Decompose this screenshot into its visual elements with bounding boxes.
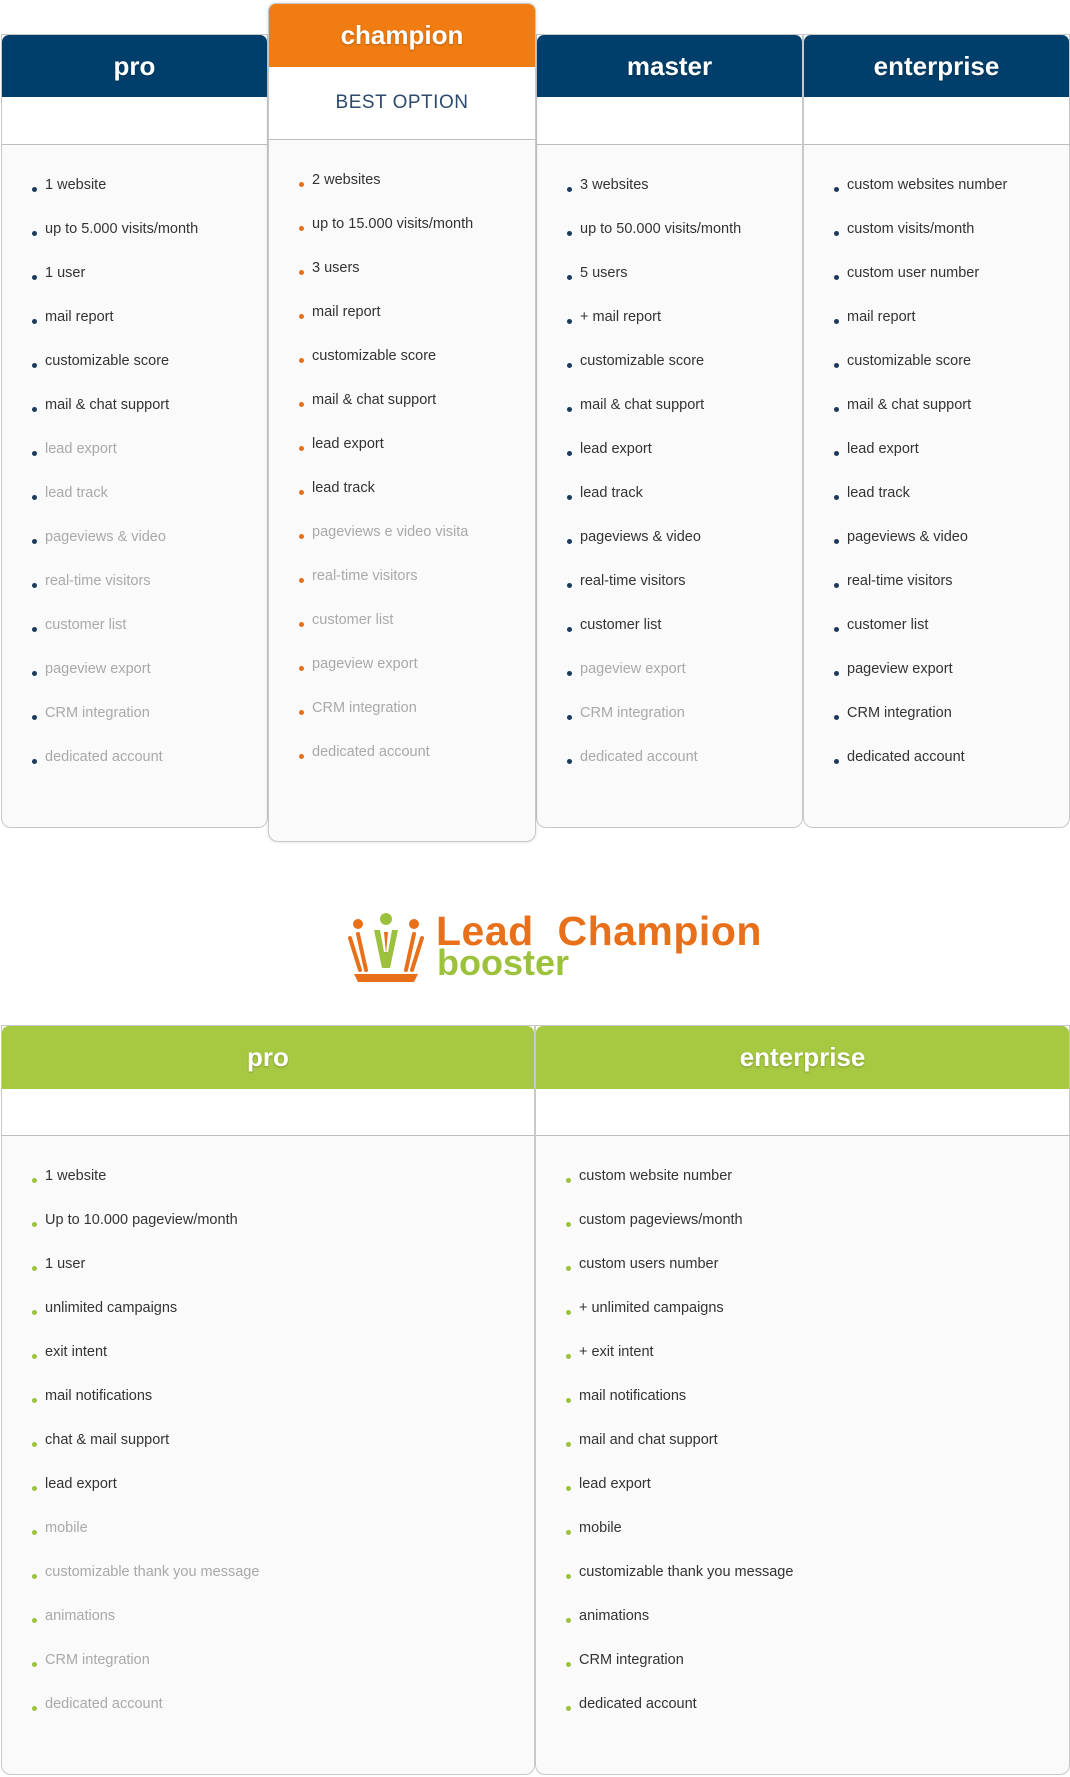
feature-item-disabled: customer list <box>2 603 267 647</box>
feature-item-disabled: pageviews & video <box>2 515 267 559</box>
feature-item: chat & mail support <box>2 1418 534 1462</box>
feature-item: real-time visitors <box>804 559 1069 603</box>
feature-item: lead export <box>537 427 802 471</box>
plan-price-area <box>2 97 267 145</box>
feature-list <box>804 145 1069 779</box>
plan-price-area <box>2 1089 534 1136</box>
feature-item-disabled: CRM integration <box>537 691 802 735</box>
feature-item: lead export <box>2 1462 534 1506</box>
feature-item: animations <box>536 1594 1069 1638</box>
feature-item: CRM integration <box>804 691 1069 735</box>
feature-list <box>269 140 535 774</box>
feature-item: custom website number <box>536 1154 1069 1198</box>
feature-item: custom user number <box>804 251 1069 295</box>
feature-item: 1 website <box>2 163 267 207</box>
feature-item: customizable score <box>269 334 535 378</box>
feature-item: mail and chat support <box>536 1418 1069 1462</box>
crown-logo-icon <box>344 912 428 986</box>
feature-item-disabled: mobile <box>2 1506 534 1550</box>
feature-item: real-time visitors <box>537 559 802 603</box>
feature-item: 1 user <box>2 1242 534 1286</box>
feature-item: 3 websites <box>537 163 802 207</box>
lead-champion-booster-logo <box>344 908 762 983</box>
feature-item: lead track <box>537 471 802 515</box>
booster-plan-card-enterprise <box>535 1025 1070 1775</box>
plan-card-champion <box>268 3 536 842</box>
plan-price-area <box>536 1089 1069 1136</box>
plan-title: pro <box>2 1026 534 1089</box>
feature-item: mail notifications <box>2 1374 534 1418</box>
feature-item: 5 users <box>537 251 802 295</box>
feature-item-disabled: CRM integration <box>2 1638 534 1682</box>
feature-item-disabled: real-time visitors <box>2 559 267 603</box>
feature-list <box>2 1136 534 1726</box>
feature-item-disabled: dedicated account <box>2 735 267 779</box>
feature-item: 3 users <box>269 246 535 290</box>
feature-item: mail report <box>804 295 1069 339</box>
plan-title: pro <box>2 35 267 97</box>
feature-item-disabled: lead export <box>2 427 267 471</box>
feature-item: mail & chat support <box>2 383 267 427</box>
plan-title: enterprise <box>804 35 1069 97</box>
feature-item: up to 15.000 visits/month <box>269 202 535 246</box>
plan-price-area <box>537 97 802 145</box>
feature-item: unlimited campaigns <box>2 1286 534 1330</box>
booster-plan-card-pro <box>1 1025 535 1775</box>
feature-item: mail & chat support <box>804 383 1069 427</box>
feature-item: CRM integration <box>536 1638 1069 1682</box>
plan-title: enterprise <box>536 1026 1069 1089</box>
logo-subtitle: booster <box>437 942 570 983</box>
logo-title: Lead Champion <box>436 908 762 954</box>
feature-list <box>537 145 802 779</box>
feature-item: up to 5.000 visits/month <box>2 207 267 251</box>
feature-item: + mail report <box>537 295 802 339</box>
feature-item-disabled: animations <box>2 1594 534 1638</box>
feature-item-disabled: CRM integration <box>269 686 535 730</box>
feature-item-disabled: lead track <box>2 471 267 515</box>
feature-item-disabled: pageview export <box>2 647 267 691</box>
plan-title: champion <box>269 4 535 67</box>
feature-item: + unlimited campaigns <box>536 1286 1069 1330</box>
feature-item: 2 websites <box>269 158 535 202</box>
plan-card-enterprise <box>803 34 1070 828</box>
feature-item: lead export <box>804 427 1069 471</box>
feature-item: custom websites number <box>804 163 1069 207</box>
feature-item: mobile <box>536 1506 1069 1550</box>
feature-item: customer list <box>804 603 1069 647</box>
feature-item: lead export <box>536 1462 1069 1506</box>
feature-item: customizable score <box>804 339 1069 383</box>
plan-card-master <box>536 34 803 828</box>
feature-item: 1 website <box>2 1154 534 1198</box>
plan-price-area <box>804 97 1069 145</box>
feature-item-disabled: CRM integration <box>2 691 267 735</box>
feature-item-disabled: real-time visitors <box>269 554 535 598</box>
feature-item: custom users number <box>536 1242 1069 1286</box>
feature-item: customer list <box>537 603 802 647</box>
feature-item: dedicated account <box>536 1682 1069 1726</box>
feature-item: pageviews & video <box>537 515 802 559</box>
feature-list <box>536 1136 1069 1726</box>
feature-item: mail & chat support <box>269 378 535 422</box>
plan-card-pro <box>1 34 268 828</box>
feature-item: pageview export <box>804 647 1069 691</box>
feature-item: mail notifications <box>536 1374 1069 1418</box>
feature-item: mail & chat support <box>537 383 802 427</box>
feature-item-disabled: dedicated account <box>2 1682 534 1726</box>
plan-title: master <box>537 35 802 97</box>
feature-item: mail report <box>269 290 535 334</box>
feature-item: + exit intent <box>536 1330 1069 1374</box>
feature-item: custom visits/month <box>804 207 1069 251</box>
feature-item-disabled: customer list <box>269 598 535 642</box>
feature-item-disabled: pageview export <box>269 642 535 686</box>
feature-item: customizable thank you message <box>536 1550 1069 1594</box>
feature-item: up to 50.000 visits/month <box>537 207 802 251</box>
feature-item: mail report <box>2 295 267 339</box>
feature-item: exit intent <box>2 1330 534 1374</box>
feature-item: dedicated account <box>804 735 1069 779</box>
feature-item: Up to 10.000 pageview/month <box>2 1198 534 1242</box>
feature-item: lead export <box>269 422 535 466</box>
feature-item: lead track <box>804 471 1069 515</box>
feature-item-disabled: pageview export <box>537 647 802 691</box>
feature-item: customizable score <box>2 339 267 383</box>
feature-item: lead track <box>269 466 535 510</box>
feature-item: custom pageviews/month <box>536 1198 1069 1242</box>
feature-item-disabled: customizable thank you message <box>2 1550 534 1594</box>
feature-item-disabled: dedicated account <box>269 730 535 774</box>
feature-item-disabled: dedicated account <box>537 735 802 779</box>
best-option-badge: BEST OPTION <box>269 67 535 140</box>
feature-item-disabled: pageviews e video visita <box>269 510 535 554</box>
feature-item: 1 user <box>2 251 267 295</box>
feature-list <box>2 145 267 779</box>
feature-item: customizable score <box>537 339 802 383</box>
feature-item: pageviews & video <box>804 515 1069 559</box>
